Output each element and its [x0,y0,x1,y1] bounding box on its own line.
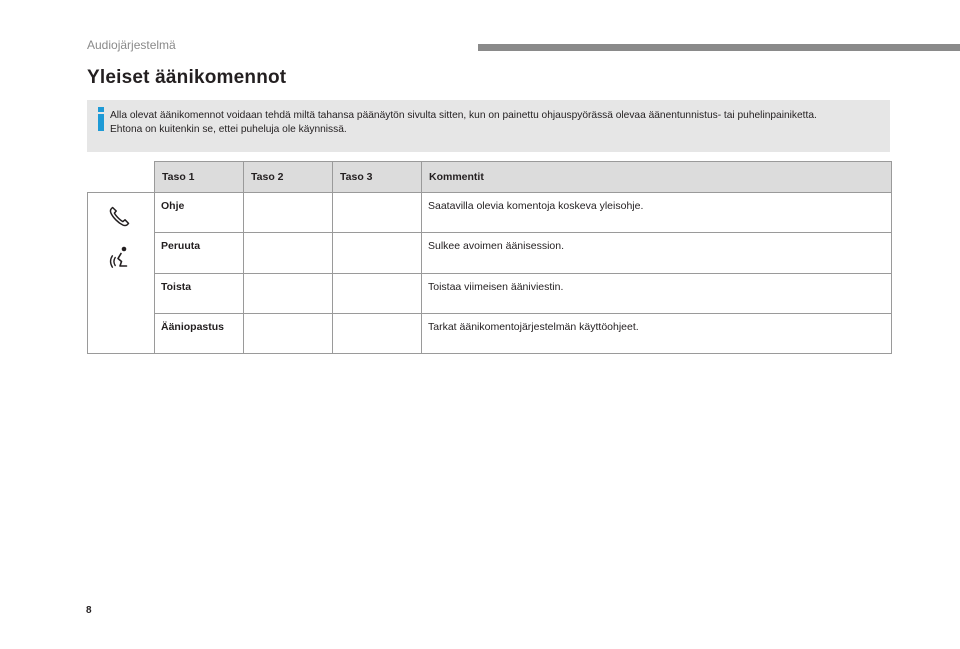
page-number: 8 [86,605,92,616]
header-comments: Kommentit [422,162,892,193]
header-blank-cell [88,162,155,193]
comment-cell: Toistaa viimeisen ääniviestin. [422,273,892,313]
voice-recognition-icon [109,245,133,271]
header-level-1: Taso 1 [155,162,244,193]
table-row [88,313,892,353]
level-2-cell [244,313,333,353]
level-1-cell: Toista [155,273,244,313]
level-2-cell [244,233,333,273]
level-3-cell [333,233,422,273]
level-2-cell [244,273,333,313]
table-row [88,273,892,313]
comment-cell: Saatavilla olevia komentoja koskeva yleisohje. [422,193,892,233]
icon-cell [88,193,155,354]
info-text [110,109,880,137]
level-1-cell: Peruuta [155,233,244,273]
voice-commands-table [87,161,892,354]
info-icon [95,107,107,131]
table-row [88,193,892,233]
comment-cell: Sulkee avoimen äänisession. [422,233,892,273]
table-header-row [88,162,892,193]
info-box [87,100,890,152]
header-level-2: Taso 2 [244,162,333,193]
table-row [88,233,892,273]
page-title: Yleiset äänikomennot [87,67,287,88]
info-text-line-1: Alla olevat äänikomennot voidaan tehdä miltä tahansa päänäytön sivulta sitten, kun on painettu ohjauspyörässä olevaa äänentunnistus- tai puhelinpainiketta. [110,110,817,121]
level-1-cell: Ääniopastus [155,313,244,353]
level-3-cell [333,313,422,353]
section-label: Audiojärjestelmä [87,38,176,52]
level-2-cell [244,193,333,233]
phone-icon [108,206,130,228]
level-3-cell [333,273,422,313]
comment-cell: Tarkat äänikomentojärjestelmän käyttöohjeet. [422,313,892,353]
header-level-3: Taso 3 [333,162,422,193]
header-bar [478,44,960,51]
info-text-line-2: Ehtona on kuitenkin se, ettei puheluja ole käynnissä. [110,124,347,135]
level-1-cell: Ohje [155,193,244,233]
level-3-cell [333,193,422,233]
